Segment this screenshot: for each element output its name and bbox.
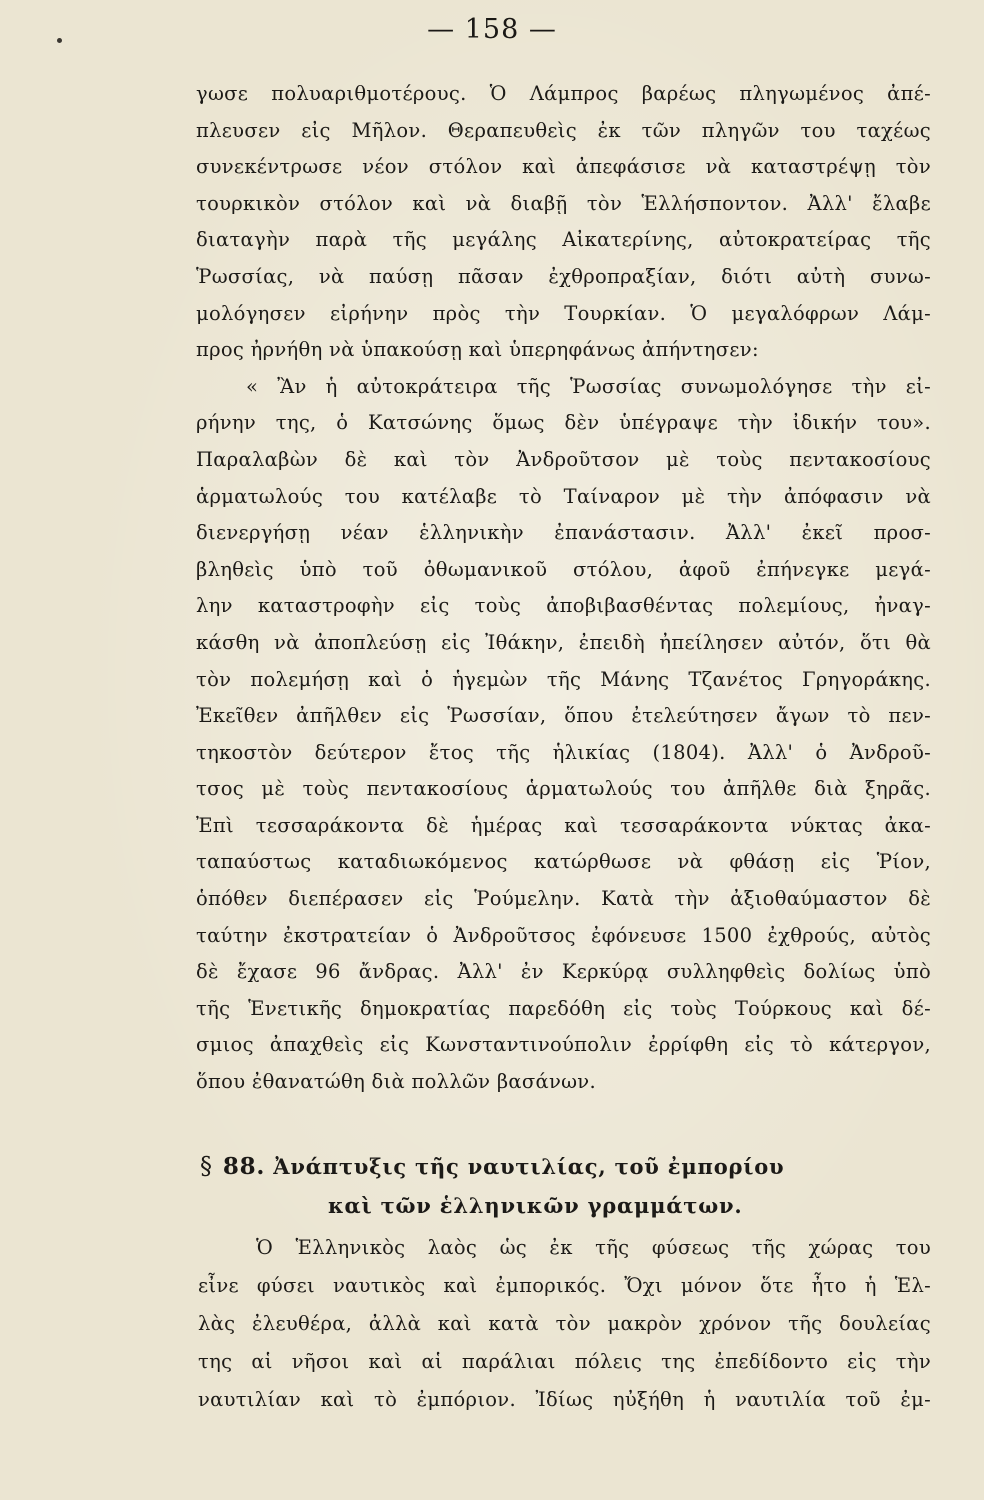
text-line: λην καταστροφὴν εἰς τοὺς ἀποβιβασθέντας πολεμίους, ἠναγ- — [196, 594, 931, 618]
text-line: μολόγησεν εἰρήνην πρὸς τὴν Τουρκίαν. Ὁ μεγαλόφρων Λάμ- — [196, 301, 931, 325]
main-text — [196, 76, 931, 1101]
text-line: τὸν πολεμήσῃ καὶ ὁ ἡγεμὼν τῆς Μάνης Τζανέτος Γρηγοράκης. — [196, 667, 931, 691]
section-number: 88. — [222, 1153, 266, 1180]
text-line: ταύτην ἐκστρατείαν ὁ Ἀνδροῦτσος ἐφόνευσε 1500 ἐχθρούς, αὐτὸς — [196, 923, 931, 947]
text-line: ὅπου ἐθανατώθη διὰ πολλῶν βασάνων. — [196, 1070, 596, 1094]
text-line: διαταγὴν παρὰ τῆς μεγάλης Αἰκατερίνης, αὐτοκρατείρας τῆς — [196, 228, 931, 252]
section-sign: § — [200, 1152, 213, 1180]
text-line: γωσε πολυαριθμοτέρους. Ὁ Λάμπρος βαρέως πληγωμένος ἀπέ- — [196, 82, 931, 105]
text-line: ταπαύστως καταδιωκόμενος κατώρθωσε νὰ φθάσῃ εἰς Ῥίον, — [196, 850, 931, 874]
text-line: διενεργήσῃ νέαν ἑλληνικὴν ἐπανάστασιν. Ἀλλ' ἐκεῖ προσ- — [196, 521, 931, 545]
text-line: Ἐκεῖθεν ἀπῆλθεν εἰς Ῥωσσίαν, ὅπου ἐτελεύτησεν ἄγων τὸ πεν- — [196, 704, 931, 728]
text-line: βληθεὶς ὑπὸ τοῦ ὀθωμανικοῦ στόλου, ἀφοῦ ἐπήνεγκε μεγά- — [196, 557, 931, 581]
text-line: τουρκικὸν στόλον καὶ νὰ διαβῇ τὸν Ἑλλήσποντον. Ἀλλ' ἔλαβε — [196, 191, 931, 215]
text-line: λὰς ἐλευθέρα, ἀλλὰ καὶ κατὰ τὸν μακρὸν χρόνον τῆς δουλείας — [198, 1312, 931, 1335]
section-title-part-2: καὶ τῶν ἑλληνικῶν γραμμάτων. — [328, 1193, 743, 1218]
section-title-part-1: Ἀνάπτυξις τῆς ναυτιλίας, τοῦ ἐμπορίου — [273, 1154, 785, 1179]
text-line: ναυτιλίαν καὶ τὸ ἐμπόριον. Ἰδίως ηὐξήθη ἡ ναυτιλία τοῦ ἐμ- — [198, 1388, 931, 1411]
page-number: — 158 — — [427, 14, 557, 45]
text-line: Ὁ Ἑλληνικὸς λαὸς ὡς ἐκ τῆς φύσεως τῆς χώρας του — [256, 1236, 931, 1259]
quote-line: « Ἂν ἡ αὐτοκράτειρα τῆς Ῥωσσίας συνωμολόγησε τὴν εἰ- — [246, 374, 931, 398]
text-line: τσος μὲ τοὺς πεντακοσίους ἁρματωλούς του ἀπῆλθε διὰ ξηρᾶς. — [196, 777, 931, 801]
text-line: συνεκέντρωσε νέον στόλον καὶ ἀπεφάσισε νὰ καταστρέψῃ τὸν — [196, 155, 931, 179]
text-line: Παραλαβὼν δὲ καὶ τὸν Ἀνδροῦτσον μὲ τοὺς πεντακοσίους — [196, 447, 931, 471]
text-line: τηκοστὸν δεύτερον ἔτος τῆς ἡλικίας (1804). Ἀλλ' ὁ Ἀνδροῦ- — [196, 740, 931, 764]
text-line: Ἐπὶ τεσσαράκοντα δὲ ἡμέρας καὶ τεσσαράκοντα νύκτας ἀκα- — [196, 813, 931, 837]
text-line: πλευσεν εἰς Μῆλον. Θεραπευθεὶς ἐκ τῶν πληγῶν του ταχέως — [196, 118, 931, 142]
text-line: κάσθη νὰ ἀποπλεύσῃ εἰς Ἰθάκην, ἐπειδὴ ἠπείλησεν αὐτόν, ὅτι θὰ — [196, 630, 931, 654]
text-line: προς ἠρνήθη νὰ ὑπακούσῃ καὶ ὑπερηφάνως ἀπήντησεν: — [196, 338, 759, 362]
text-line: ἁρματωλούς του κατέλαβε τὸ Ταίναρον μὲ τὴν ἀπόφασιν νὰ — [196, 484, 931, 508]
section-heading — [200, 1146, 935, 1226]
text-line: τῆς Ἑνετικῆς δημοκρατίας παρεδόθη εἰς τοὺς Τούρκους καὶ δέ- — [196, 996, 931, 1020]
text-line: δὲ ἔχασε 96 ἄνδρας. Ἀλλ' ἐν Κερκύρᾳ συλληφθεὶς δολίως ὑπὸ — [196, 960, 931, 984]
text-line: ρήνην της, ὁ Κατσώνης ὅμως δὲν ὑπέγραψε τὴν ἰδικήν του». — [196, 411, 931, 435]
text-line: ὁπόθεν διεπέρασεν εἰς Ῥούμελην. Κατὰ τὴν ἀξιοθαύμαστον δὲ — [196, 887, 931, 911]
text-line: της αἱ νῆσοι καὶ αἱ παράλιαι πόλεις της ἐπεδίδοντο εἰς τὴν — [198, 1350, 931, 1373]
text-line: σμιος ἀπαχθεὶς εἰς Κωνσταντινούπολιν ἐρρίφθη εἰς τὸ κάτεργον, — [196, 1033, 931, 1057]
text-line: Ῥωσσίας, νὰ παύσῃ πᾶσαν ἐχθροπραξίαν, διότι αὐτὴ συνω- — [196, 264, 931, 288]
section-text — [198, 1229, 931, 1419]
section-heading-line-1 — [200, 1146, 935, 1186]
text-line: εἶνε φύσει ναυτικὸς καὶ ἐμπορικός. Ὄχι μόνον ὅτε ἦτο ἡ Ἑλ- — [198, 1274, 931, 1297]
